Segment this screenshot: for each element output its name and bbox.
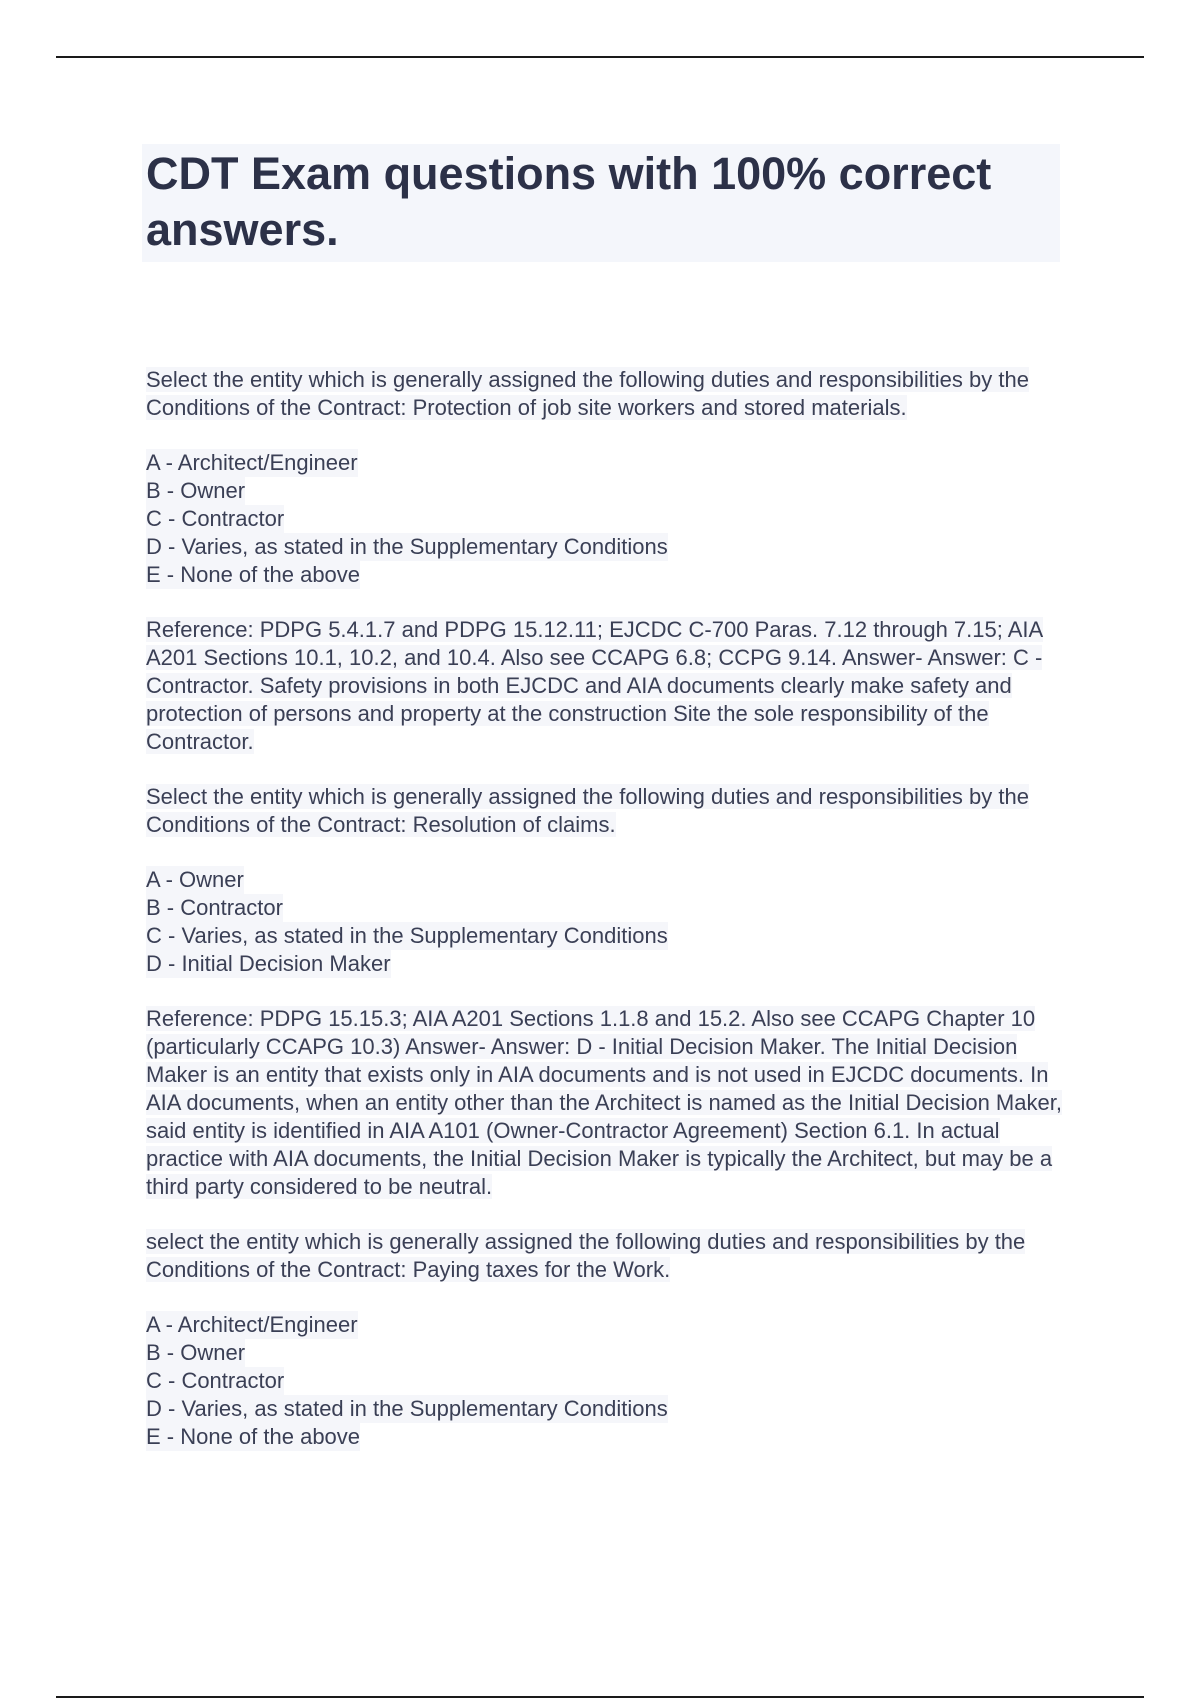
question-3-prompt bbox=[146, 1228, 1066, 1284]
option-item: E - None of the above bbox=[146, 1424, 361, 1449]
option-item: C - Varies, as stated in the Supplementary Conditions bbox=[146, 923, 668, 948]
question-1-options bbox=[146, 449, 1066, 589]
question-2-prompt bbox=[146, 783, 1066, 839]
answer-text: Reference: PDPG 5.4.1.7 and PDPG 15.12.11; EJCDC C-700 Paras. 7.12 through 7.15; AIA A201 Sections 10.1, 10.2, and 10.4. Also see CCAPG 6.8; CCPG 9.14. Answer- Answer: C - Contractor. Safety provisions in both EJCDC and AIA documents clearly make safety and protection of persons and property at the construction Site the sole responsibility of the Contractor. bbox=[146, 617, 1044, 754]
option-item: C - Contractor bbox=[146, 506, 285, 531]
question-1-prompt bbox=[146, 366, 1066, 422]
document-body bbox=[146, 366, 1066, 1478]
option-item: A - Architect/Engineer bbox=[146, 450, 358, 475]
option-item: B - Owner bbox=[146, 1340, 246, 1365]
answer-text: Reference: PDPG 15.15.3; AIA A201 Sections 1.1.8 and 15.2. Also see CCAPG Chapter 10 (particularly CCAPG 10.3) Answer- Answer: D - Initial Decision Maker. The Initial Decision Maker is an entity that exists only in AIA documents and is not used in EJCDC documents. In AIA documents, when an entity other than the Architect is named as the Initial Decision Maker, said entity is identified in AIA A101 (Owner-Contractor Agreement) Section 6.1. In actual practice with AIA documents, the Initial Decision Maker is typically the Architect, but may be a third party considered to be neutral. bbox=[146, 1006, 1062, 1199]
question-prompt-text: Select the entity which is generally assigned the following duties and responsibilities by the Conditions of the Contract: Protection of job site workers and stored materials. bbox=[146, 367, 1029, 420]
page-title: CDT Exam questions with 100% correct answers. bbox=[142, 144, 1060, 262]
option-item: B - Contractor bbox=[146, 895, 283, 920]
question-2-options bbox=[146, 866, 1066, 978]
question-1-answer bbox=[146, 616, 1066, 756]
option-item: D - Initial Decision Maker bbox=[146, 951, 391, 976]
option-item: C - Contractor bbox=[146, 1368, 285, 1393]
question-prompt-text: Select the entity which is generally assigned the following duties and responsibilities by the Conditions of the Contract: Resolution of claims. bbox=[146, 784, 1029, 837]
question-2-answer bbox=[146, 1005, 1066, 1201]
option-item: E - None of the above bbox=[146, 562, 361, 587]
question-3-options bbox=[146, 1311, 1066, 1451]
top-rule bbox=[56, 56, 1144, 58]
option-item: A - Architect/Engineer bbox=[146, 1312, 358, 1337]
option-item: B - Owner bbox=[146, 478, 246, 503]
question-prompt-text: select the entity which is generally assigned the following duties and responsibilities by the Conditions of the Contract: Paying taxes for the Work. bbox=[146, 1229, 1026, 1282]
option-item: D - Varies, as stated in the Supplementary Conditions bbox=[146, 1396, 668, 1421]
bottom-rule bbox=[56, 1696, 1144, 1698]
option-item: D - Varies, as stated in the Supplementary Conditions bbox=[146, 534, 668, 559]
option-item: A - Owner bbox=[146, 867, 244, 892]
